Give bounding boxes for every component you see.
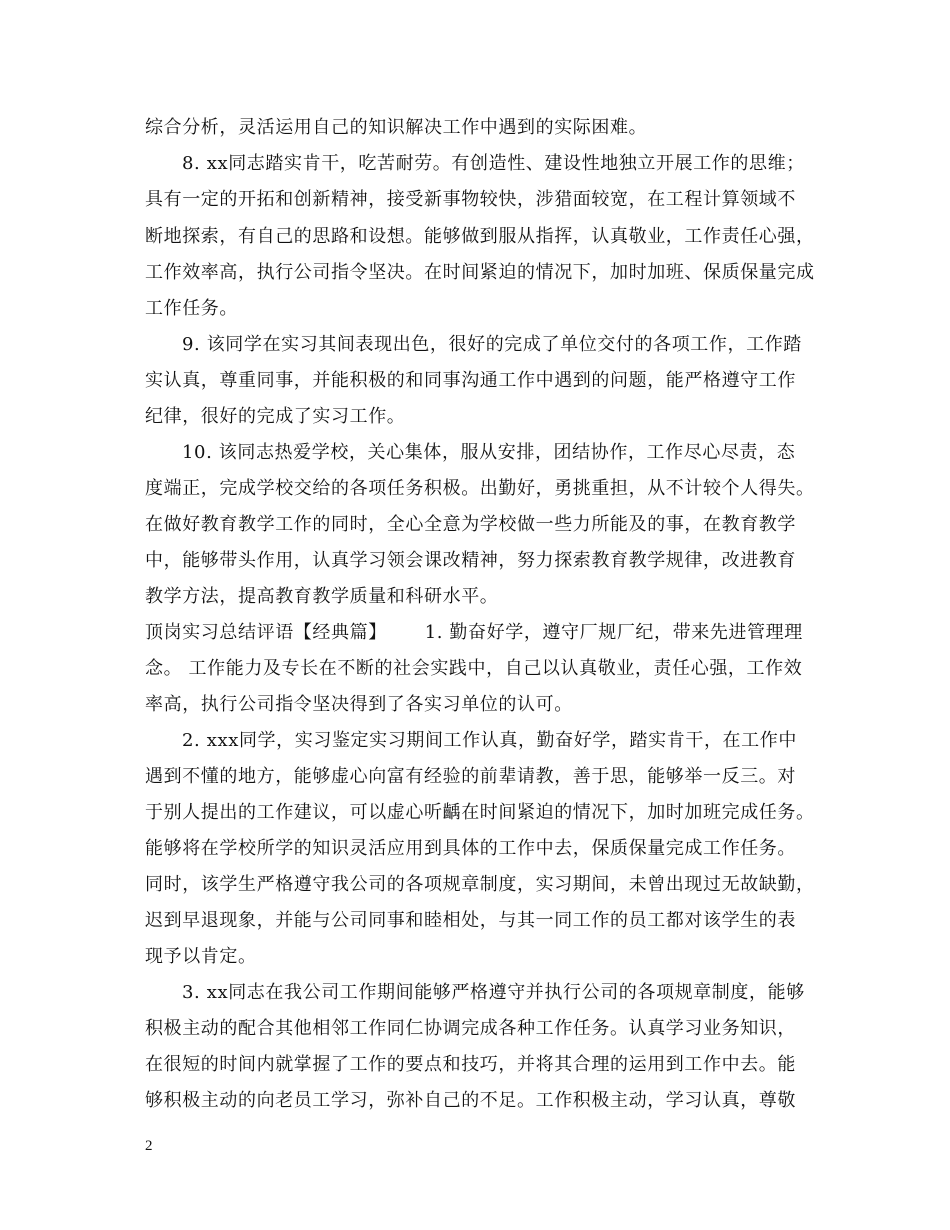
text-line: 在很短的时间内就掌握了工作的要点和技巧，并将其合理的运用到工作中去。能 — [145, 1054, 796, 1075]
text-line: 3. xx同志在我公司工作期间能够严格遵守并执行公司的各项规章制度，能够 — [182, 982, 805, 1003]
text-line: 现予以肯定。 — [145, 946, 257, 967]
section-heading-line: 顶岗实习总结评语【经典篇】 1. 勤奋好学，遵守厂规厂纪，带来先进管理理 — [145, 622, 803, 643]
text-line: 9. 该同学在实习其间表现出色，很好的完成了单位交付的各项工作，工作踏 — [182, 334, 802, 355]
text-line: 积极主动的配合其他相邻工作同仁协调完成各种工作任务。认真学习业务知识， — [145, 1018, 796, 1039]
text-line: 于别人提出的工作建议，可以虚心听齲在时间紧迫的情况下，加时加班完成任务。 — [145, 802, 815, 823]
page-number: 2 — [145, 1138, 153, 1154]
text-line: 8. xx同志踏实肯干，吃苦耐劳。有创造性、建设性地独立开展工作的思维； — [182, 153, 805, 174]
text-line: 2. xxx同学，实习鉴定实习期间工作认真，勤奋好学，踏实肯干，在工作中 — [182, 730, 797, 751]
text-line: 实认真，尊重同事，并能积极的和同事沟通工作中遇到的问题，能严格遵守工作 — [145, 370, 796, 391]
text-line: 迟到早退现象，并能与公司同事和睦相处，与其一同工作的员工都对该学生的表 — [145, 910, 796, 931]
text-line: 工作效率高，执行公司指令坚决。在时间紧迫的情况下，加时加班、保质保量完成 — [145, 262, 815, 283]
text-line: 度端正，完成学校交给的各项任务积极。出勤好，勇挑重担，从不计较个人得失。 — [145, 478, 815, 499]
text-line: 能够将在学校所学的知识灵活应用到具体的工作中去，保质保量完成工作任务。 — [145, 838, 796, 859]
text-line: 断地探索，有自己的思路和设想。能够做到服从指挥，认真敬业，工作责任心强， — [145, 226, 815, 247]
text-line: 纪律，很好的完成了实习工作。 — [145, 406, 406, 427]
text-line: 念。 工作能力及专长在不断的社会实践中，自己以认真敬业，责任心强，工作效 — [145, 658, 803, 679]
text-line: 同时，该学生严格遵守我公司的各项规章制度，实习期间，未曾出现过无故缺勤， — [145, 874, 815, 895]
text-line: 率高，执行公司指令坚决得到了各实习单位的认可。 — [145, 694, 573, 715]
text-line: 教学方法，提高教育教学质量和科研水平。 — [145, 586, 499, 607]
text-line: 工作任务。 — [145, 298, 238, 319]
text-line: 具有一定的开拓和创新精神，接受新事物较快，涉猎面较宽，在工程计算领域不 — [145, 189, 796, 210]
text-line: 中，能够带头作用，认真学习领会课改精神，努力探索教育教学规律，改进教育 — [145, 550, 796, 571]
text-line: 综合分析，灵活运用自己的知识解决工作中遇到的实际困难。 — [145, 117, 648, 138]
text-line: 够积极主动的向老员工学习，弥补自己的不足。工作积极主动，学习认真，尊敬 — [145, 1090, 796, 1111]
text-line: 10. 该同志热爱学校，关心集体，服从安排，团结协作，工作尽心尽责，态 — [182, 442, 796, 463]
text-line: 遇到不懂的地方，能够虚心向富有经验的前辈请教，善于思，能够举一反三。对 — [145, 766, 796, 787]
text-line: 在做好教育教学工作的同时，全心全意为学校做一些力所能及的事，在教育教学 — [145, 514, 796, 535]
